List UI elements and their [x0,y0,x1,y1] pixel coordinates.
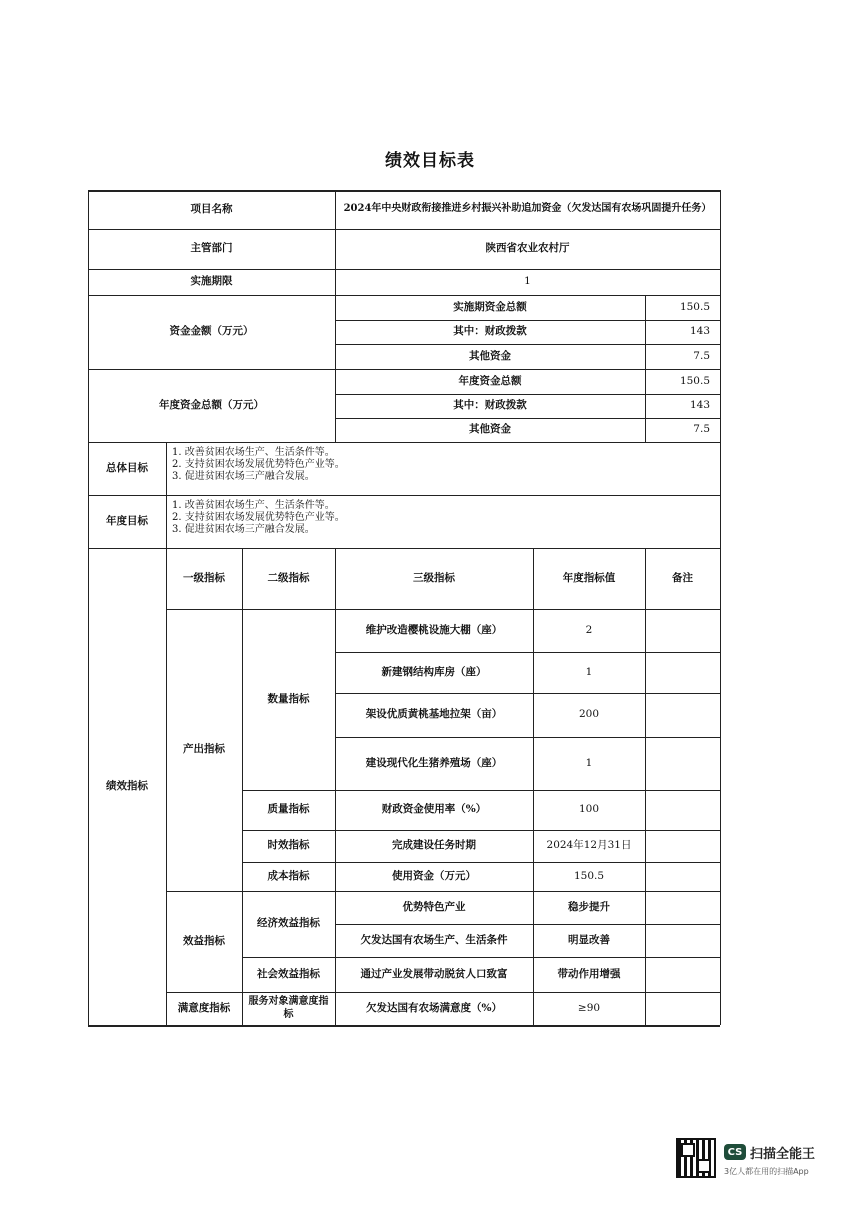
overall-goal-line-2: 2. 支持贫困农场发展优势特色产业等。 [172,459,345,470]
header-value: 年度指标值 [562,571,616,584]
indicator-name: 通过产业发展带动脱贫人口致富 [360,967,508,980]
overall-goal-label: 总体目标 [106,461,148,474]
indicator-value: 2 [585,623,593,636]
indicator-value: 1 [585,665,593,678]
indicator-value: 200 [578,708,600,721]
overall-goal-text [166,442,720,495]
qr-code-icon [676,1138,716,1178]
indicator-value: 明显改善 [568,933,610,946]
annual-funds-other-value: 7.5 [693,423,710,436]
header-level2: 二级指标 [267,571,310,584]
overall-goal-line-1: 1. 改善贫困农场生产、生活条件等。 [172,447,335,458]
project-name-label: 项目名称 [190,202,233,215]
overall-goal-line-3: 3. 促进贫困农场三产融合发展。 [172,471,315,482]
annual-goal-line-3: 3. 促进贫困农场三产融合发展。 [172,524,315,535]
indicator-name: 优势特色产业 [402,900,466,913]
funds-other-label: 其他资金 [469,349,511,362]
indicator-name: 架设优质黄桃基地拉架（亩） [365,708,503,721]
indicator-name: 欠发达国有农场满意度（%） [366,1001,502,1014]
indicator-name: 欠发达国有农场生产、生活条件 [360,933,508,946]
indicator-name: 新建钢结构库房（座） [381,665,487,678]
annual-funds-fiscal-label: 其中：财政拨款 [453,399,527,412]
funds-label: 资金金额（万元） [169,325,254,338]
funds-other-value: 7.5 [693,349,710,362]
funds-total-value: 150.5 [679,300,710,313]
indicator-name: 完成建设任务时期 [392,839,476,852]
social-label: 社会效益指标 [257,967,320,980]
indicator-value: ≥90 [577,1001,601,1014]
annual-funds-fiscal-value: 143 [689,399,710,412]
performance-label: 绩效指标 [106,779,148,792]
indicator-name: 建设现代化生猪养殖场（座） [365,756,503,769]
period-value: 1 [524,275,531,288]
annual-funds-other-label: 其他资金 [469,423,511,436]
page-title: 绩效目标表 [385,151,475,171]
indicator-value: 150.5 [573,869,605,882]
indicator-value: 带动作用增强 [557,967,621,980]
cost-label: 成本指标 [267,869,310,882]
funds-fiscal-label: 其中：财政拨款 [453,325,527,338]
economic-label: 经济效益指标 [257,917,320,930]
quality-label: 质量指标 [267,803,310,816]
annual-goal-text [166,495,720,548]
cs-logo-icon: CS [724,1144,746,1160]
funds-fiscal-value: 143 [689,325,710,338]
output-label: 产出指标 [183,743,225,756]
indicator-name: 维护改造樱桃设施大棚（座） [365,623,503,636]
indicator-value: 稳步提升 [568,900,610,913]
indicator-name: 使用资金（万元） [392,869,476,882]
indicator-value: 2024年12月31日 [546,839,632,852]
timeliness-label: 时效指标 [267,839,310,852]
dept-label: 主管部门 [190,242,233,255]
indicator-name: 财政资金使用率（%） [381,803,487,816]
header-level1: 一级指标 [183,571,225,584]
annual-goal-label: 年度目标 [106,514,148,527]
brand-name: 扫描全能王 [750,1147,816,1162]
indicator-value: 1 [585,756,593,769]
annual-funds-label: 年度资金总额（万元） [159,398,264,411]
service-label: 服务对象满意度指标 [248,996,329,1020]
header-level3: 三级指标 [413,571,455,584]
funds-total-label: 实施期资金总额 [453,300,527,313]
dept-value: 陕西省农业农村厅 [485,242,570,255]
brand-tagline: 3亿人都在用的扫描App [724,1167,809,1176]
quantity-label: 数量指标 [267,692,310,705]
indicator-value: 100 [578,803,600,816]
header-note: 备注 [672,571,693,584]
annual-funds-total-label: 年度资金总额 [458,374,522,387]
annual-goal-line-2: 2. 支持贫困农场发展优势特色产业等。 [172,512,345,523]
period-label: 实施期限 [190,275,233,288]
camscanner-watermark [676,1138,846,1186]
annual-funds-total-value: 150.5 [679,374,710,387]
project-name-value: 2024年中央财政衔接推进乡村振兴补助追加资金（欠发达国有农场巩固提升任务） [343,203,712,215]
benefit-label: 效益指标 [183,934,225,947]
satisfaction-label: 满意度指标 [177,1001,231,1014]
annual-goal-line-1: 1. 改善贫困农场生产、生活条件等。 [172,500,335,511]
